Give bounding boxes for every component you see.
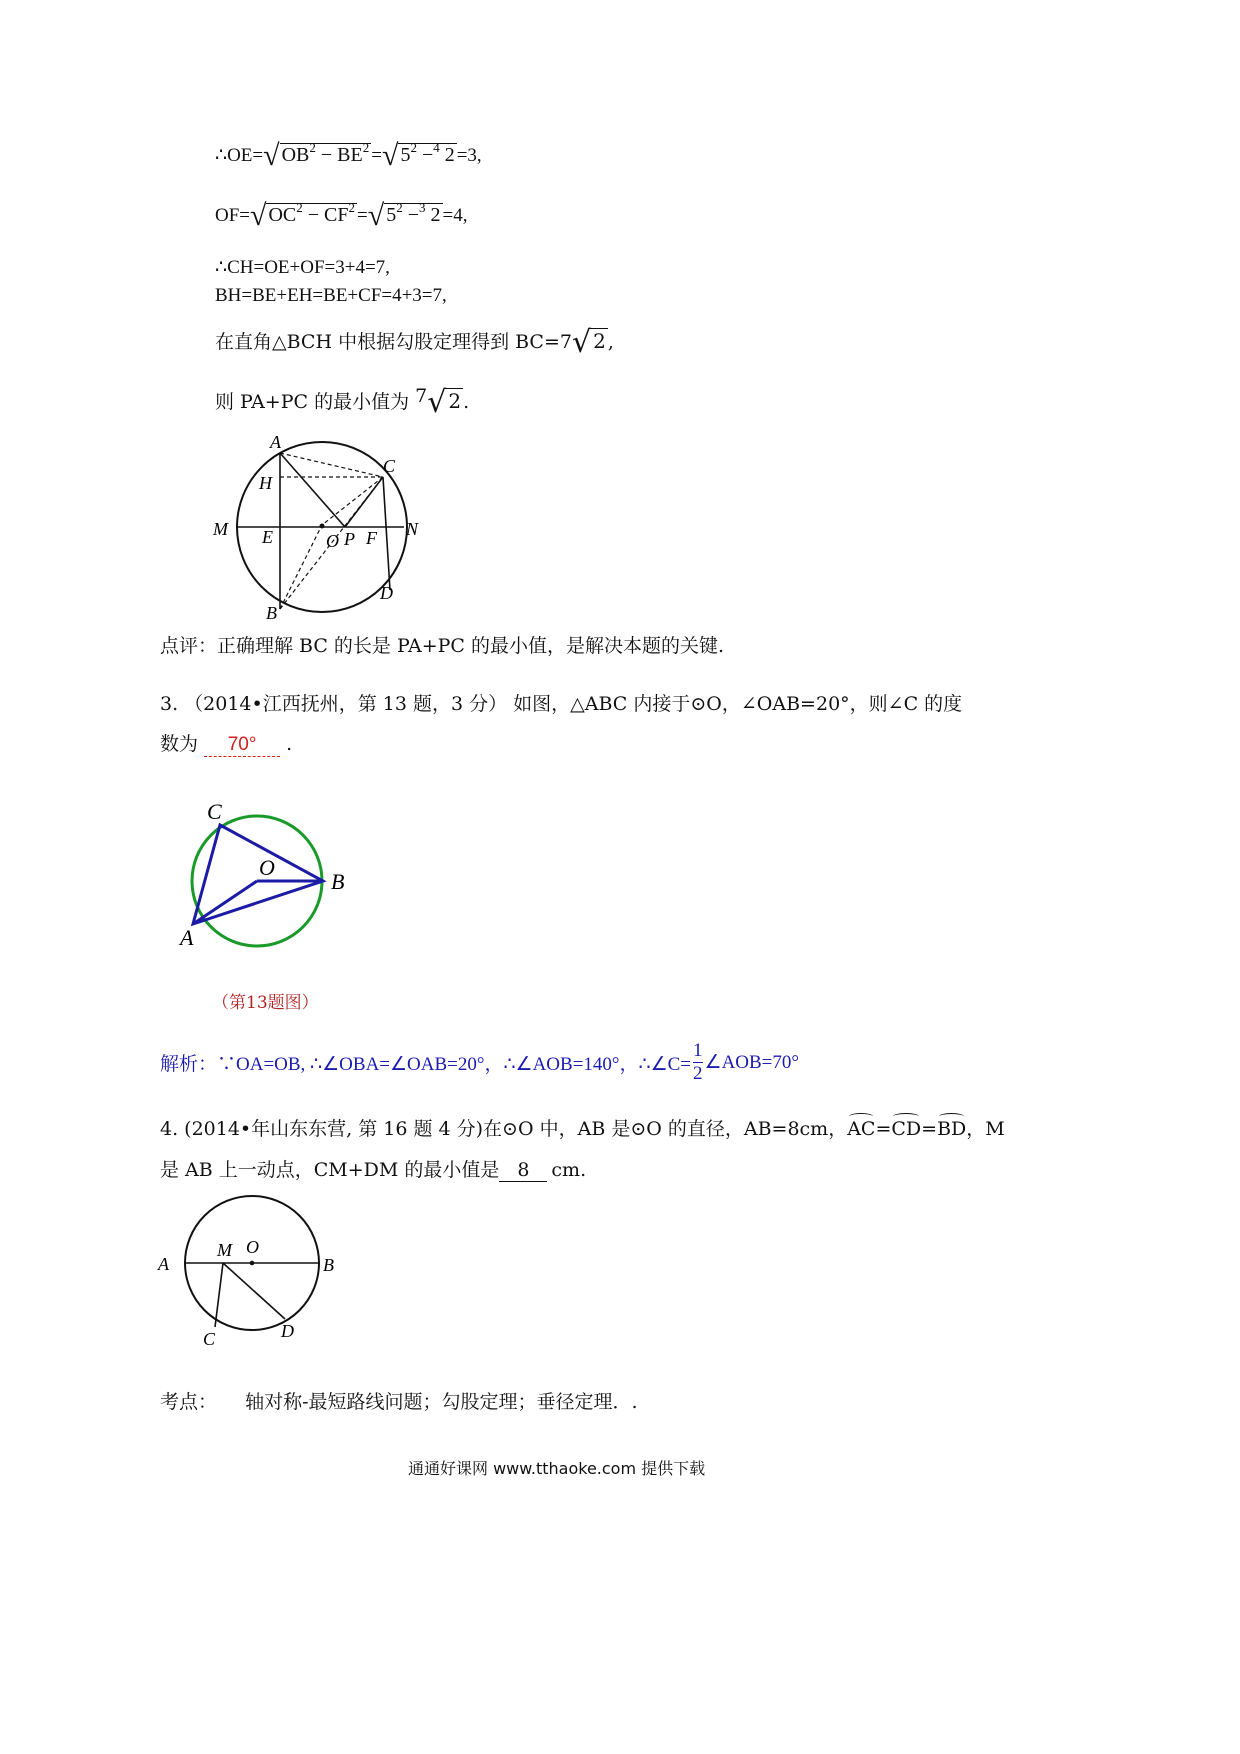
sqrt-of-1: √ $OC^2 - CF^2$	[250, 199, 356, 232]
figure1-label-p: P	[344, 529, 355, 549]
min-coef: 7	[415, 385, 428, 407]
kaodian-line	[160, 1387, 638, 1414]
bc-end: ,	[607, 331, 614, 353]
arc-ac: AC	[847, 1118, 876, 1140]
radicand-bc: 2	[593, 329, 606, 353]
q13-label-a: A	[180, 925, 194, 950]
q4-line2-prefix: 是 AB 上一动点，CM+DM 的最小值是	[160, 1159, 500, 1181]
arc-eq-2: =	[921, 1118, 938, 1140]
kaodian-text: 轴对称-最短路线问题；勾股定理；垂径定理．.	[245, 1391, 638, 1413]
figure-q16	[155, 1195, 355, 1355]
figure1-label-e: E	[262, 527, 273, 547]
sqrt-bc: √ 2	[571, 325, 606, 360]
figure1-label-b: B	[266, 603, 277, 623]
radicand-oe-2: $5^2 -^4$ 2	[400, 140, 455, 166]
solution-line-oe	[215, 140, 482, 171]
kaodian-label: 考点：	[160, 1391, 218, 1413]
solution-line-of	[215, 200, 467, 231]
q13-label-b: B	[331, 869, 345, 894]
arc-eq-1: =	[875, 1118, 892, 1140]
figure1-center-dot	[320, 524, 325, 529]
q13-label-c: C	[207, 799, 222, 824]
q13-caption: （第13题图）	[212, 993, 319, 1013]
solution-line-ch: ∴CH=OE+OF=3+4=7,	[215, 257, 390, 278]
oe-eq: =	[371, 145, 382, 166]
figure-q13	[175, 795, 365, 955]
q16-seg-mc	[215, 1263, 223, 1327]
q4-answer-blank	[499, 1159, 547, 1182]
q16-seg-md	[223, 1263, 285, 1319]
bc-text: 在直角△BCH 中根据勾股定理得到 BC=7	[215, 331, 572, 353]
q16-label-d: D	[281, 1321, 294, 1341]
solution-line-bc	[215, 327, 614, 358]
sqrt-oe-1: √ $OB^2 - BE^2$	[263, 139, 370, 172]
solution-line-min	[215, 385, 469, 418]
figure1-label-o: O	[326, 531, 339, 551]
analysis-suffix: ∠AOB=70°	[704, 1052, 799, 1073]
solution-line-bh: BH=BE+EH=BE+CF=4+3=7,	[215, 285, 447, 306]
radicand-min: 2	[448, 389, 462, 413]
analysis-fraction	[693, 1040, 703, 1085]
radicand-of-1: $OC^2 - CF^2$	[268, 200, 356, 226]
of-prefix: OF=	[215, 205, 251, 226]
q4-answer: 8	[517, 1159, 530, 1181]
figure1-chord-cd	[383, 477, 390, 590]
q4-line1-suffix: ，M	[966, 1118, 1005, 1140]
min-text: 则 PA+PC 的最小值为	[215, 391, 416, 413]
page-footer: 通通好课网 www.tthaoke.com 提供下载	[408, 1459, 706, 1478]
figure1-label-d: D	[380, 583, 393, 603]
figure1-label-a: A	[270, 432, 281, 452]
sqrt-of-2: √ $5^2 -^3$ 2	[367, 199, 441, 232]
q3-suffix: .	[286, 733, 293, 755]
q3-analysis	[160, 1040, 799, 1085]
figure-circle-mn	[200, 425, 440, 630]
of-suffix: =4,	[442, 205, 468, 226]
figure1-label-f: F	[366, 528, 377, 548]
fraction-denominator: 2	[693, 1063, 703, 1084]
radicand-of-2: $5^2 -^3$ 2	[386, 200, 441, 226]
q3-line1: 3. （2014•江西抚州，第 13 题，3 分） 如图，△ABC 内接于⊙O，∠OAB=20°，则∠C 的度	[160, 693, 963, 715]
figure1-label-c: C	[383, 456, 396, 476]
q16-label-c: C	[203, 1329, 216, 1349]
figure1-label-n: N	[406, 519, 419, 539]
fraction-numerator: 1	[693, 1040, 703, 1061]
q4-prefix: 4. (2014•年山东东营, 第 16 题 4 分)在⊙O 中，AB 是⊙O 的直径，AB=8cm，	[160, 1118, 848, 1140]
arc-bd: BD	[937, 1118, 967, 1140]
q16-label-m: M	[217, 1240, 232, 1260]
q3-answer: 70°	[227, 734, 257, 755]
q16-label-a: A	[158, 1254, 169, 1274]
of-eq: =	[357, 205, 368, 226]
q4-line2	[160, 1155, 586, 1182]
q16-label-b: B	[323, 1255, 334, 1275]
min-end: .	[463, 391, 470, 413]
arc-cd: CD	[891, 1118, 922, 1140]
figure1-label-m: M	[213, 519, 228, 539]
radicand-oe-1: $OB^2 - BE^2$	[281, 140, 370, 166]
sqrt-oe-2: √ $5^2 -^4$ 2	[381, 139, 455, 172]
sqrt-min: √ 2	[427, 385, 462, 420]
q13-label-o: O	[259, 855, 275, 880]
q3-answer-blank	[204, 734, 280, 757]
oe-suffix: =3,	[456, 145, 482, 166]
figure1-seg-ac	[280, 453, 383, 477]
q16-center-dot	[250, 1261, 255, 1266]
q3-line2	[160, 729, 292, 757]
q3-prefix: 数为	[160, 733, 199, 755]
figure1-label-h: H	[259, 473, 272, 493]
q4-line1	[160, 1114, 1005, 1141]
figure1-seg-bo	[280, 525, 322, 609]
q4-line2-suffix: cm.	[551, 1159, 587, 1181]
q16-label-o: O	[246, 1237, 259, 1257]
figure1-seg-ap	[280, 453, 345, 527]
oe-prefix: ∴OE=	[215, 145, 264, 166]
analysis-prefix: 解析：∵OA=OB, ∴∠OBA=∠OAB=20°，∴∠AOB=140°，∴∠C=	[160, 1054, 692, 1075]
comment-line: 点评：正确理解 BC 的长是 PA+PC 的最小值，是解决本题的关键.	[160, 635, 725, 657]
